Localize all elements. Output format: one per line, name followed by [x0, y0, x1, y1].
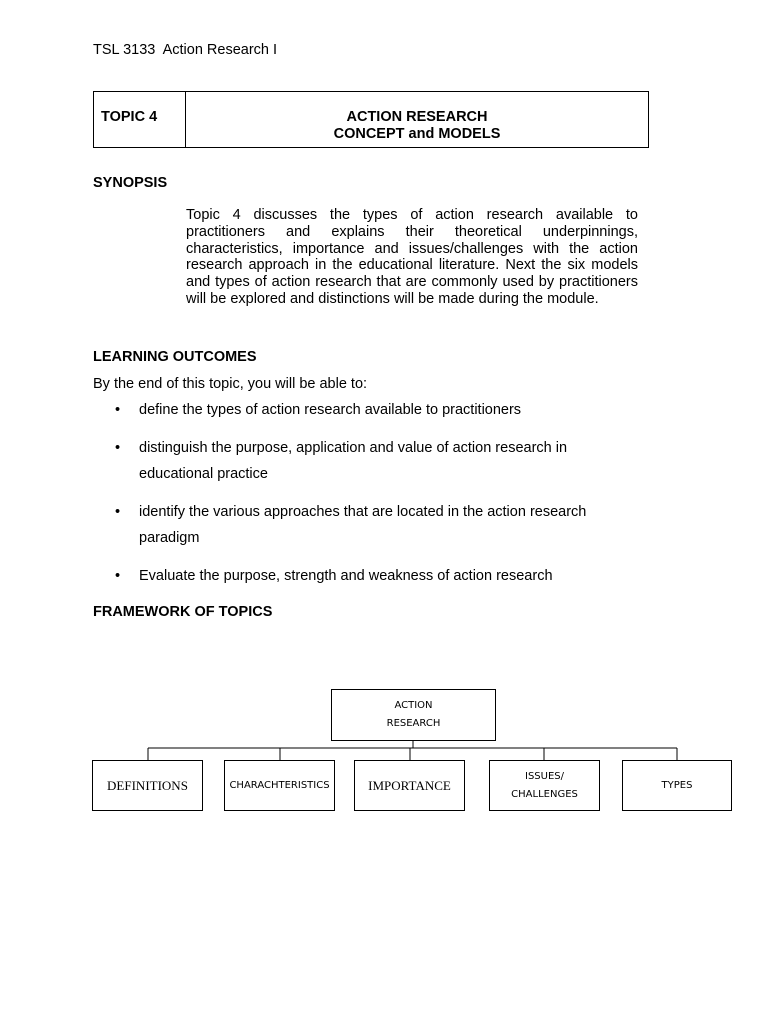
learning-outcomes-intro: By the end of this topic, you will be able to:: [93, 376, 368, 392]
bullet-marker: •: [115, 402, 121, 418]
learning-outcomes-heading: LEARNING OUTCOMES: [93, 349, 257, 365]
root-label-line1: ACTION: [394, 700, 433, 711]
framework-node-importance: [354, 760, 465, 811]
outcome-text: Evaluate the purpose, strength and weakness of action research: [139, 568, 553, 584]
topic-title: [186, 92, 648, 147]
framework-node-types: [622, 760, 732, 811]
outcome-text: define the types of action research available to practitioners: [139, 402, 522, 418]
framework-node-characteristics: [224, 760, 335, 811]
synopsis-text: Topic 4 discusses the types of action research available to practitioners and explains their theoretical underpinnings, characteristics, importance and issues/challenges with the action research approach in the educational literature. Next the six models and types of action research that are commonly used by practitioners will be explored and distinctions will be made during the module.: [186, 207, 638, 307]
bullet-marker: •: [115, 440, 121, 456]
node-label: CHARACHTERISTICS: [229, 779, 330, 791]
topic-number: TOPIC 4: [94, 92, 186, 147]
root-label-line2: RESEARCH: [386, 718, 441, 729]
node-label: DEFINITIONS: [107, 777, 188, 793]
topic-title-line1: ACTION RESEARCH: [346, 109, 488, 125]
topic-title-line2: CONCEPT and MODELS: [333, 126, 501, 142]
framework-node-definitions: [92, 760, 203, 811]
outcome-text: distinguish the purpose, application and value of action research in educational practice: [139, 440, 568, 482]
node-label: IMPORTANCE: [368, 777, 451, 793]
bullet-marker: •: [115, 568, 121, 584]
synopsis-heading: SYNOPSIS: [93, 175, 168, 191]
outcome-item: [115, 499, 615, 551]
framework-root-node: [331, 689, 496, 741]
framework-heading: FRAMEWORK OF TOPICS: [93, 604, 273, 620]
outcome-text: identify the various approaches that are located in the action research paradigm: [139, 504, 587, 546]
outcome-item: [115, 435, 595, 487]
bullet-marker: •: [115, 504, 121, 520]
node-label: TYPES: [661, 779, 693, 791]
framework-node-issues-challenges: [489, 760, 600, 811]
outcome-item: [115, 563, 635, 589]
outcome-item: [115, 397, 635, 423]
document-header: TSL 3133 Action Research I: [93, 42, 278, 58]
topic-box: [93, 91, 649, 148]
node-label: ISSUES/ CHALLENGES: [511, 770, 578, 800]
